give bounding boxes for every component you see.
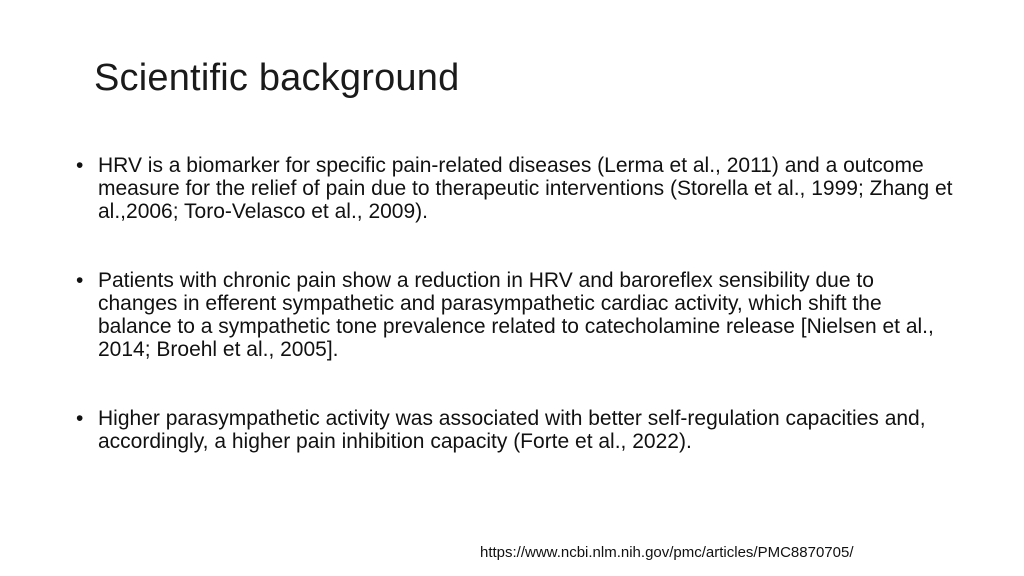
- bullet-list: [74, 154, 954, 453]
- bullet-text: Patients with chronic pain show a reduction in HRV and baroreflex sensibility due to changes in efferent sympathetic and parasympathetic cardiac activity, which shift the balance to a sympathetic tone prevalence related to catecholamine release [Nielsen et al., 2014; Broehl et al., 2005].: [98, 269, 934, 361]
- bullet-marker: •: [76, 269, 84, 292]
- bullet-item: [74, 407, 954, 453]
- bullet-marker: •: [76, 154, 84, 177]
- bullet-text: Higher parasympathetic activity was associated with better self-regulation capacities and, accordingly, a higher pain inhibition capacity (Forte et al., 2022).: [98, 407, 926, 453]
- source-link[interactable]: https://www.ncbi.nlm.nih.gov/pmc/articles/PMC8870705/: [480, 544, 854, 561]
- bullet-item: [74, 269, 954, 361]
- bullet-marker: •: [76, 407, 84, 430]
- bullet-item: [74, 154, 954, 223]
- slide-title: Scientific background: [94, 57, 460, 99]
- bullet-text: HRV is a biomarker for specific pain-related diseases (Lerma et al., 2011) and a outcome measure for the relief of pain due to therapeutic interventions (Storella et al., 1999; Zhang et al.,2006; Toro-Velasco et al., 2009).: [98, 154, 953, 223]
